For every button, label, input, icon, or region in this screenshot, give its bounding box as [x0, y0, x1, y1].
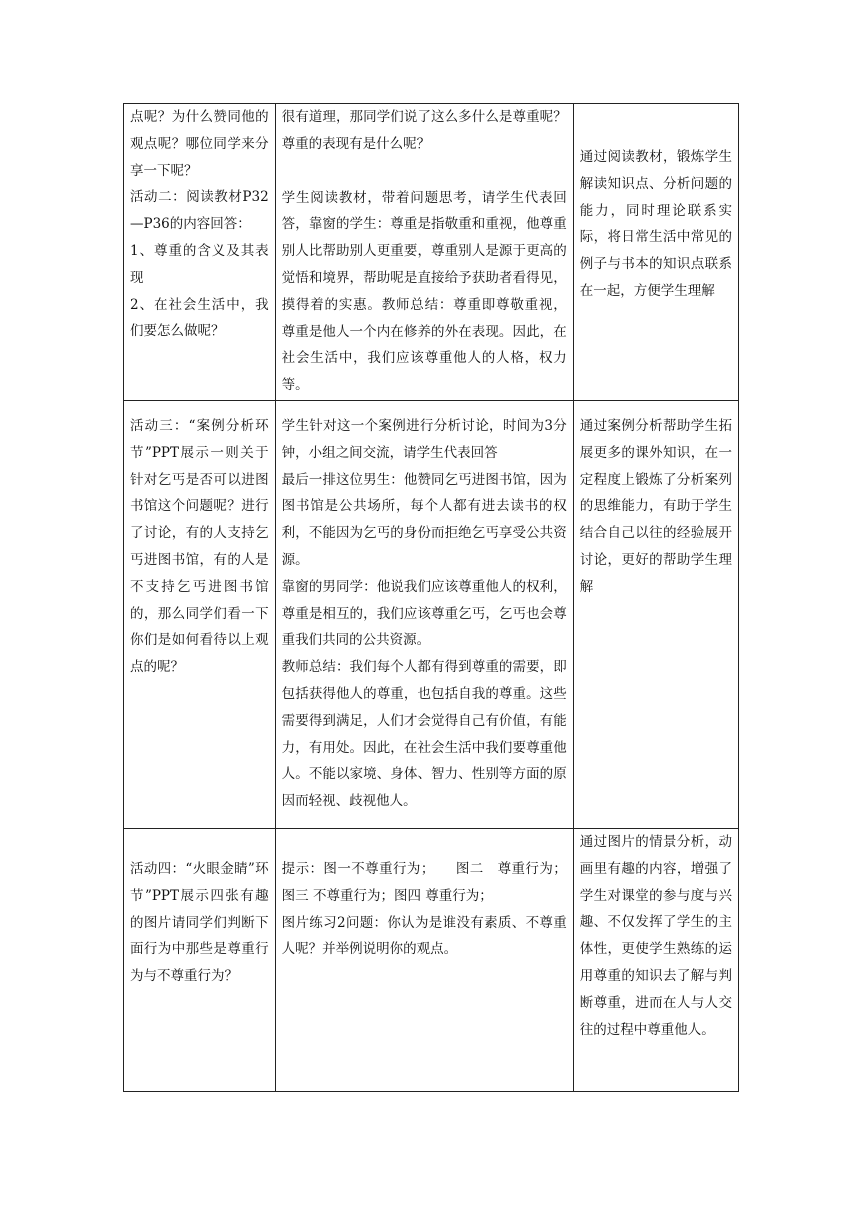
cell-text: 提示：图一不尊重行为； 图二 尊重行为；图三 不尊重行为；图四 尊重行为； — [281, 861, 567, 904]
design-intent-cell — [573, 104, 738, 401]
cell-text: 2、在社会生活中，我们要怎么做呢？ — [130, 296, 269, 340]
student-activity-cell — [275, 401, 573, 829]
cell-text: 图片练习2问题：你认为是谁没有素质、不尊重人呢？并举例说明你的观点。 — [281, 914, 567, 958]
activity-cell — [124, 829, 276, 1092]
cell-text: 最后一排这位男生：他赞同乞丐进图书馆，因为图书馆是公共场所，每个人都有进去读书的权利，不能因为乞丐的身份而拒绝乞丐享受公共资源。 — [281, 471, 567, 568]
cell-text: 活动四：“火眼金睛”环节”PPT展示四张有趣的图片请同学们判断下面行为中那些是尊重行为与不尊重行为？ — [130, 861, 269, 985]
student-activity-cell — [275, 829, 573, 1092]
activity-cell — [124, 401, 276, 829]
cell-text: 通过阅读教材，锻炼学生解读知识点、分析问题的能力，同时理论联系实际，将日常生活中常见的例子与书本的知识点联系在一起，方便学生理解 — [579, 149, 732, 299]
cell-text: 教师总结：我们每个人都有得到尊重的需要，即包括获得他人的尊重，也包括自我的尊重。这些需要得到满足，人们才会觉得自己有价值，有能力，有用处。因此，在社会生活中我们要尊重他人。不能以家境、身体、智力、性别等方面的原因而轻视、歧视他人。 — [281, 659, 567, 810]
design-intent-cell — [573, 829, 738, 1092]
cell-text: 靠窗的男同学：他说我们应该尊重他人的权利，尊重是相互的，我们应该尊重乞丐，乞丐也会尊重我们共同的公共资源。 — [281, 578, 567, 649]
design-intent-cell — [573, 401, 738, 829]
table-row — [124, 829, 739, 1092]
cell-text: 活动二：阅读教材P32—P36的内容回答： — [130, 189, 269, 233]
table-row — [124, 104, 739, 401]
cell-text: 活动三：“案例分析环节”PPT展示一则关于针对乞丐是否可以进图书馆这个问题呢？进行了讨论，有的人支持乞丐进图书馆，有的人是不支持乞丐进图书馆的，那么同学们看一下你们是如何看待以上观点的呢？ — [130, 418, 269, 676]
cell-text: 通过案例分析帮助学生拓展更多的课外知识，在一定程度上锻炼了分析案列的思维能力，有助于学生结合自己以往的经验展开讨论，更好的帮助学生理解 — [579, 418, 732, 595]
cell-text: 1、尊重的含义及其表现 — [130, 242, 269, 286]
cell-text: 很有道理，那同学们说了这么多什么是尊重呢？尊重的表现有是什么呢？ — [281, 109, 567, 152]
cell-text: 学生阅读教材，带着问题思考，请学生代表回答，靠窗的学生：尊重是指敬重和重视，他尊重别人比帮助别人更重要，尊重别人是源于更高的觉悟和境界，帮助呢是直接给予获助者看得见，摸得着的实惠。教师总结：尊重即尊敬重视， 尊重是他人一个内在修养的外在表现。因此，在社会生活中，我们应该尊重他人的人格，权力等。 — [281, 189, 567, 394]
activity-cell — [124, 104, 276, 401]
cell-text: 学生针对这一个案例进行分析讨论，时间为3分钟，小组之间交流，请学生代表回答 — [281, 418, 567, 461]
cell-text: 点呢？为什么赞同他的观点呢？哪位同学来分享一下呢？ — [130, 109, 269, 179]
student-activity-cell — [275, 104, 573, 401]
lesson-plan-table — [123, 103, 739, 1092]
cell-text: 通过图片的情景分析，动画里有趣的内容，增强了学生对课堂的参与度与兴趣、不仅发挥了学生的主体性，更使学生熟练的运用尊重的知识去了解与判断尊重，进而在人与人交往的过程中尊重他人。 — [579, 834, 732, 1038]
table-row — [124, 401, 739, 829]
